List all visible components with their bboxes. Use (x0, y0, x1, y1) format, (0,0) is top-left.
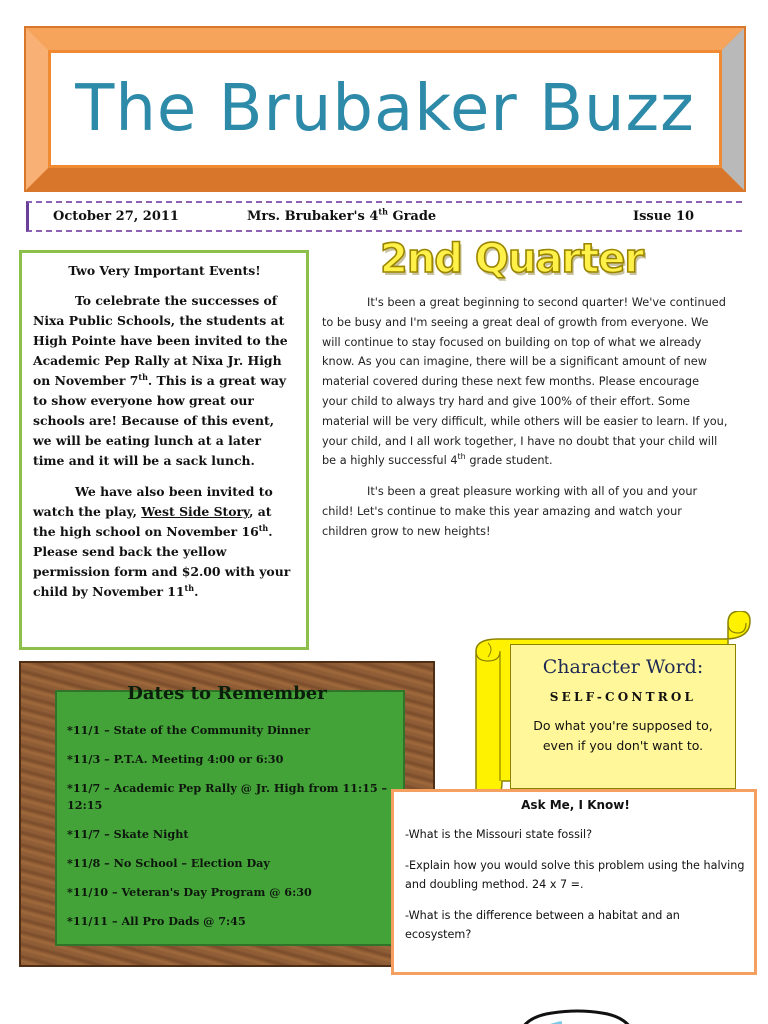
dateline-bar (26, 201, 742, 232)
ask-me-title: Ask Me, I Know! (521, 798, 630, 812)
dates-title: Dates to Remember (127, 683, 327, 704)
newsletter-title: The Brubaker Buzz (75, 72, 695, 146)
events-p2-sup1: th (258, 522, 269, 533)
masthead-frame (24, 26, 746, 192)
quarter-heading: 2nd Quarter (380, 236, 644, 282)
events-p2-d: . (194, 584, 199, 599)
question-item: -Explain how you would solve this problem using the halving and doubling method. 24 x 7 =. (405, 859, 745, 891)
dates-list (67, 722, 407, 942)
quarter-p1-a: It's been a great beginning to second quarter! We've continued to be busy and I'm seeing a great deal of growth from everyone. We will continue to stay focused on building on top of what we already know. As you can imagine, there will be a significant amount of new material covered during these next few months. Please encourage your child to always try hard and give 100% of their effort. Some material will be very difficult, while others will be easier to learn. If you, your child, and I all work together, I have no doubt that your child will be a highly successful 4 (322, 296, 728, 468)
masthead-bevel-right (722, 28, 744, 190)
class-name-prefix: Mrs. Brubaker's 4 (247, 209, 379, 224)
masthead-bevel-bottom (26, 168, 744, 190)
issue-number: Issue 10 (633, 209, 695, 224)
events-p2-c: . Please send back the yellow permission form and $2.00 with your child by November 11 (33, 524, 291, 599)
events-paragraph-2 (33, 482, 296, 602)
events-box (19, 250, 309, 650)
events-p1-b: . This is a great way to show everyone how great our schools are! Because of this event, we will be eating lunch at a later time and it will be a sack lunch. (33, 373, 287, 468)
dates-content (19, 661, 435, 967)
date-item: *11/3 – P.T.A. Meeting 4:00 or 6:30 (67, 752, 284, 766)
speech-cloud-graphic (512, 994, 642, 1024)
question-item: -What is the Missouri state fossil? (405, 828, 593, 841)
definition-line-1: Do what you're supposed to, (533, 718, 713, 733)
masthead-bevel-top (26, 28, 744, 50)
date-item: *11/7 – Academic Pep Rally @ Jr. High from 11:15 – 12:15 (67, 781, 388, 812)
events-p2-sup2: th (184, 582, 195, 593)
date-item: *11/8 – No School – Election Day (67, 856, 270, 870)
play-title: West Side Story (141, 504, 250, 519)
character-word-definition (511, 716, 735, 756)
issue-date: October 27, 2011 (53, 209, 179, 224)
quarter-paragraph-1 (322, 293, 728, 471)
character-word: SELF-CONTROL (549, 690, 697, 704)
date-item: *11/1 – State of the Community Dinner (67, 723, 311, 737)
events-p1-sup: th (138, 371, 148, 382)
character-word-title: Character Word: (542, 656, 704, 678)
masthead-panel (48, 50, 722, 168)
character-word-scroll (474, 611, 752, 803)
definition-line-2: even if you don't want to. (542, 738, 704, 753)
class-name (247, 206, 437, 224)
ask-me-box (391, 789, 757, 975)
events-p2-a: We have also been invited to watch the play, (33, 484, 273, 519)
events-paragraph-1 (33, 291, 296, 471)
class-name-sup: th (378, 206, 388, 217)
date-item: *11/10 – Veteran's Day Program @ 6:30 (67, 885, 312, 899)
class-name-suffix: Grade (387, 209, 437, 224)
quarter-paragraph-2: It's been a great pleasure working with all of you and your child! Let's continue to make this year amazing and watch your children grow to new heights! (322, 485, 698, 538)
date-item: *11/11 – All Pro Dads @ 7:45 (67, 914, 246, 928)
quarter-article (322, 293, 728, 542)
quarter-p1-b: grade student. (465, 454, 553, 468)
quarter-p1-sup: th (457, 452, 466, 462)
question-item: -What is the difference between a habitat and an ecosystem? (405, 909, 680, 941)
date-item: *11/7 – Skate Night (67, 827, 189, 841)
masthead-bevel-left (26, 28, 48, 190)
events-p2-b: , at the high school on November 16 (33, 504, 272, 539)
character-word-panel (510, 644, 736, 789)
events-p1-a: To celebrate the successes of Nixa Public Schools, the students at High Pointe have been invited to the Academic Pep Rally at Nixa Jr. High on November 7 (33, 293, 288, 388)
events-heading: Two Very Important Events! (68, 263, 261, 278)
